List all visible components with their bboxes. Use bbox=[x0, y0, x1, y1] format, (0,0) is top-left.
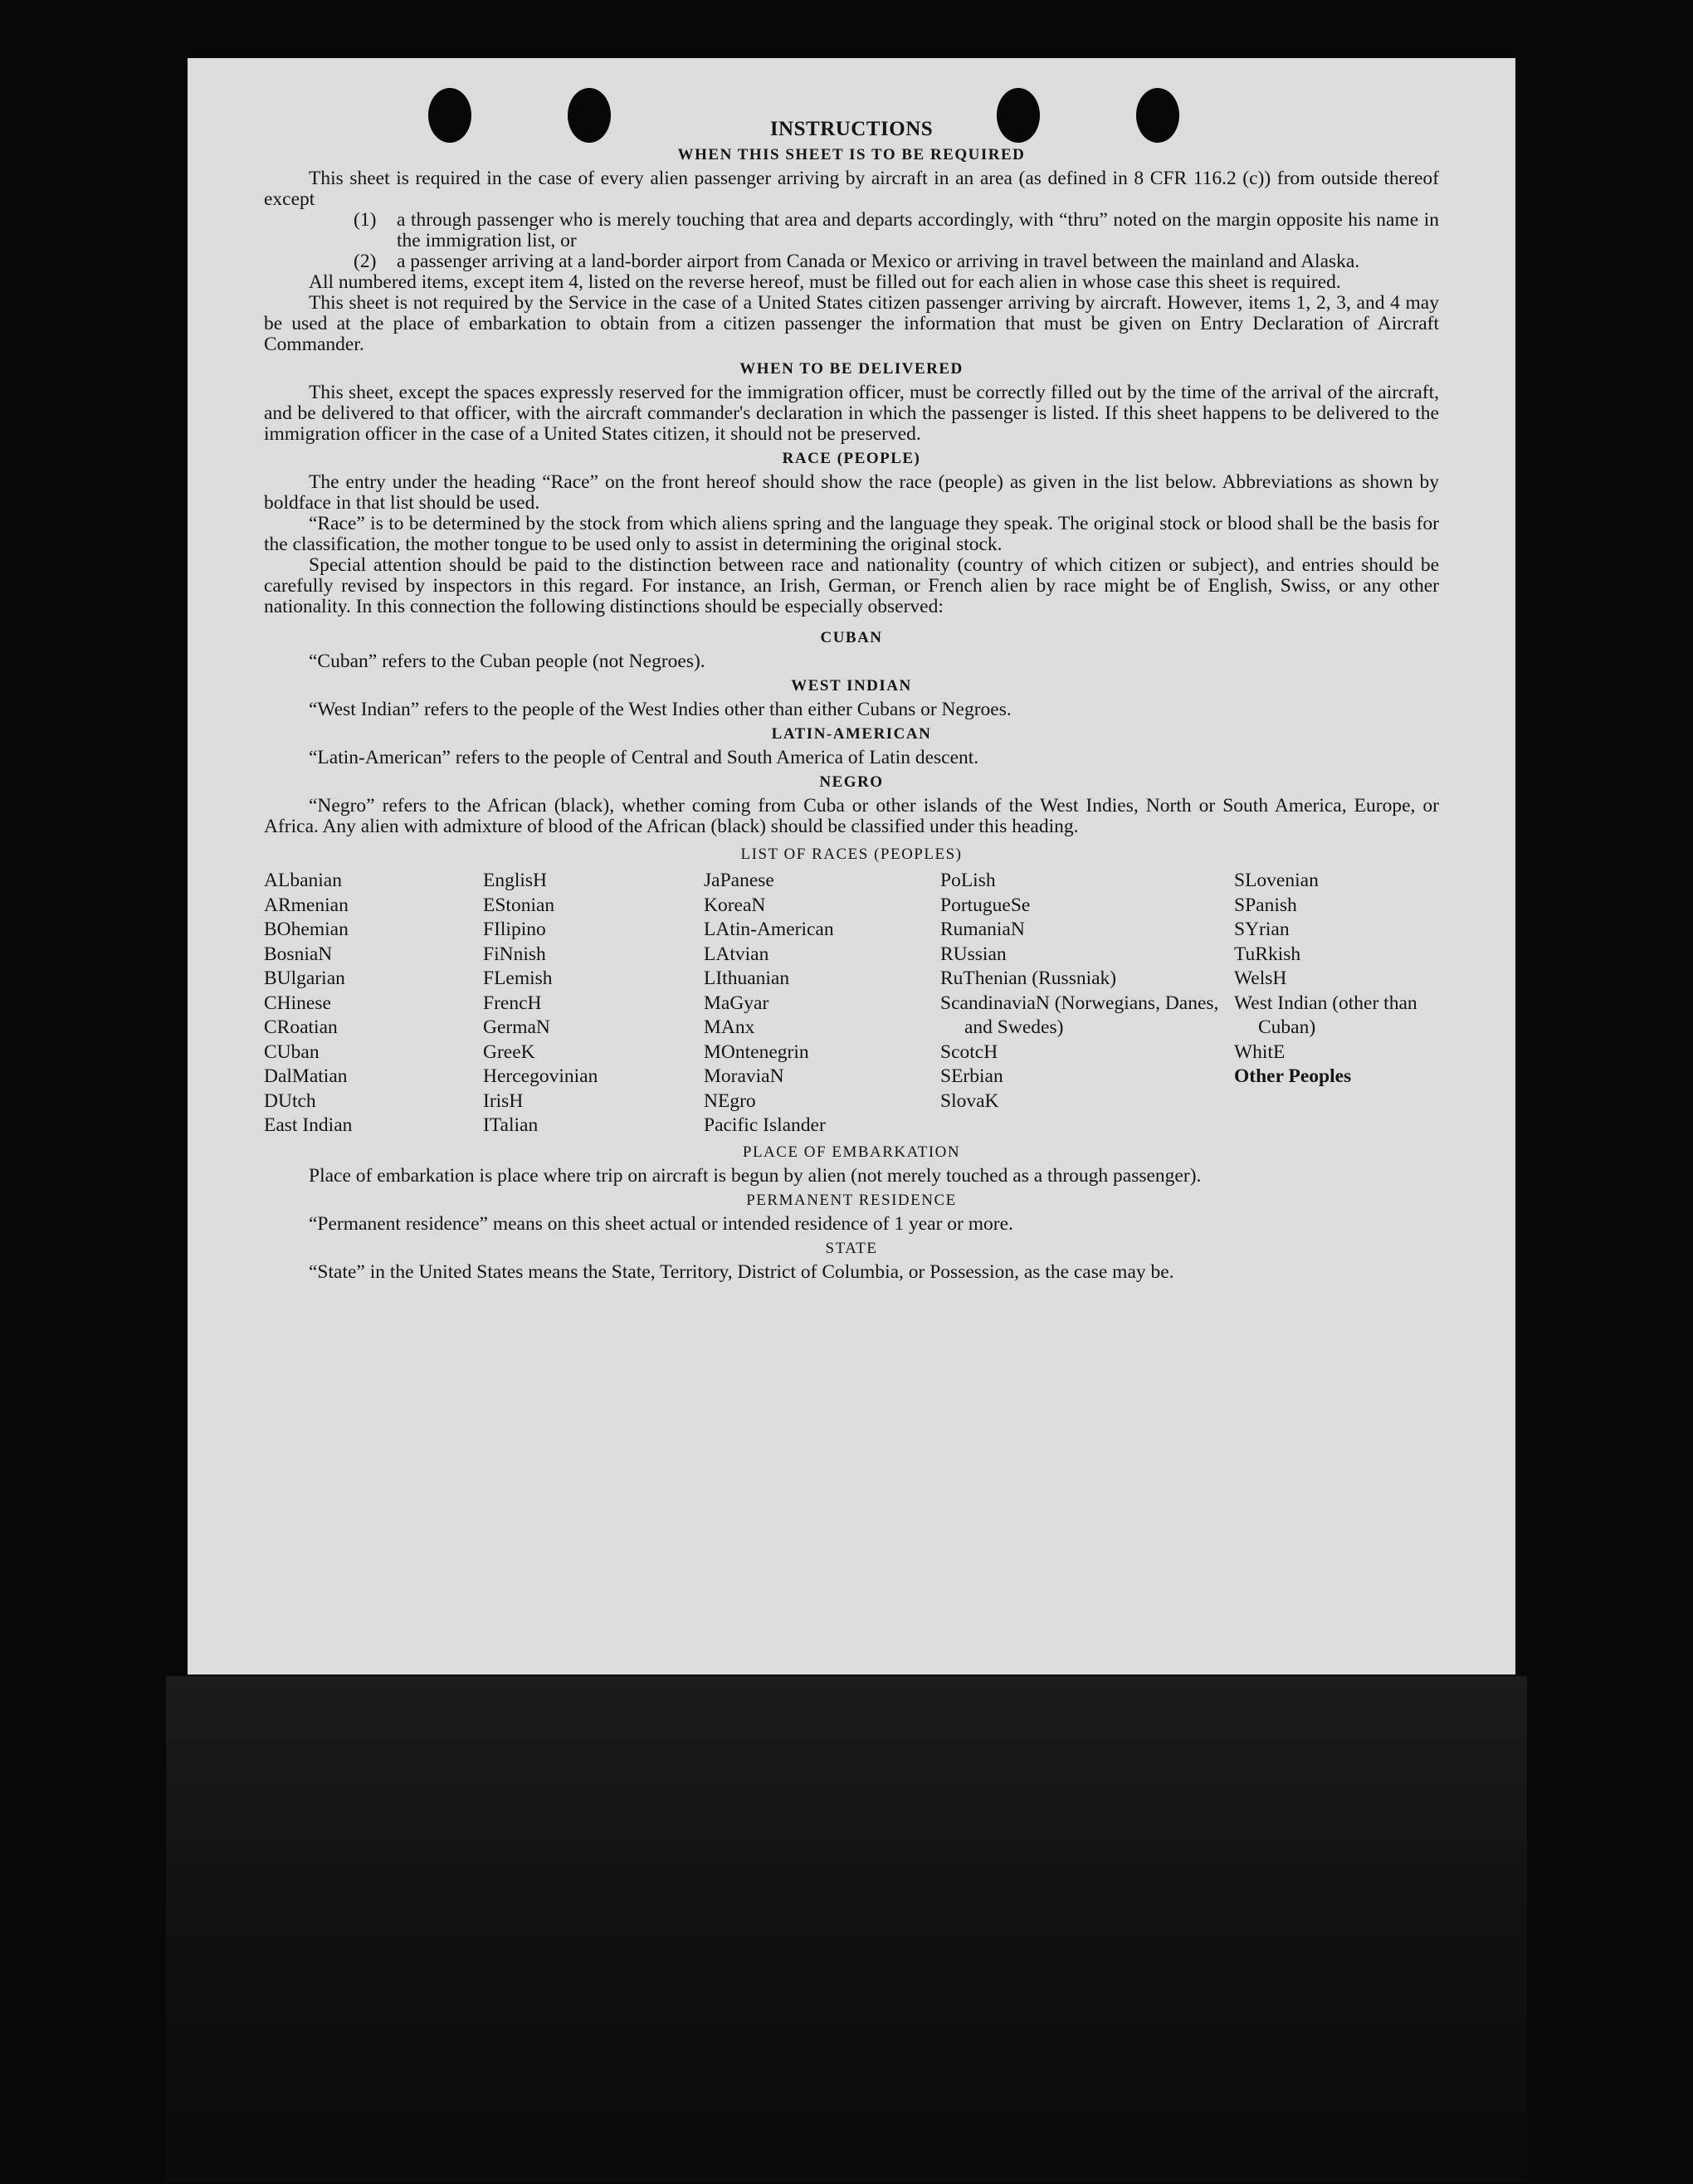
race-entry: PortugueSe bbox=[940, 894, 1031, 916]
residence-paragraph: “Permanent residence” means on this sheet actual or intended residence of 1 year or more. bbox=[309, 1212, 1013, 1235]
race-entry: West Indian (other than Cuban) bbox=[1234, 992, 1417, 1038]
punch-hole bbox=[997, 88, 1040, 143]
race-entry: FLemish bbox=[483, 968, 553, 989]
item-number: (2) bbox=[354, 251, 377, 272]
race-entry: BOhemian bbox=[264, 919, 349, 940]
race-entry: IrisH bbox=[483, 1090, 524, 1112]
race-entry: ITalian bbox=[483, 1114, 539, 1136]
race-entry: EStonian bbox=[483, 894, 555, 916]
races-column bbox=[704, 869, 940, 1138]
race-entry: Other Peoples bbox=[1234, 1065, 1352, 1087]
race-entry: EnglisH bbox=[483, 870, 548, 891]
race-entry: DalMatian bbox=[264, 1065, 348, 1087]
race-entry: SlovaK bbox=[940, 1090, 999, 1112]
race-entry: LAtvian bbox=[704, 943, 769, 965]
page-title: INSTRUCTIONS bbox=[769, 118, 934, 140]
race-entry: FiNnish bbox=[483, 943, 546, 965]
instruction-sheet bbox=[188, 58, 1515, 1675]
section-heading-latin-american: LATIN-AMERICAN bbox=[771, 725, 932, 743]
race-entry: Pacific Islander bbox=[704, 1114, 826, 1136]
list-of-races-heading: LIST OF RACES (PEOPLES) bbox=[740, 846, 963, 863]
race-entry: LIthuanian bbox=[704, 968, 790, 989]
punch-hole bbox=[1136, 88, 1179, 143]
race-paragraph: The entry under the heading “Race” on the front hereof should show the race (people) as given in the list below. Abbreviations as shown by boldface in that list should be used. bbox=[264, 471, 1439, 514]
punch-hole bbox=[568, 88, 611, 143]
race-entry: CHinese bbox=[264, 992, 331, 1014]
race-entry: Hercegovinian bbox=[483, 1065, 598, 1087]
race-entry: ARmenian bbox=[264, 894, 349, 916]
section-heading-residence: PERMANENT RESIDENCE bbox=[746, 1191, 957, 1209]
race-entry: FIlipino bbox=[483, 919, 546, 940]
required-paragraph: This sheet is required in the case of every alien passenger arriving by aircraft in an area (as defined in 8 CFR 116.2 (c)) from outside thereof except bbox=[264, 168, 1439, 210]
section-heading-race: RACE (PEOPLE) bbox=[782, 450, 921, 467]
race-entry: RuThenian (Russniak) bbox=[940, 968, 1117, 989]
section-heading-embarkation: PLACE OF EMBARKATION bbox=[742, 1143, 961, 1161]
latin-american-paragraph: “Latin-American” refers to the people of Central and South America of Latin descent. bbox=[309, 747, 979, 768]
section-heading-required: WHEN THIS SHEET IS TO BE REQUIRED bbox=[677, 146, 1026, 163]
race-entry: BUlgarian bbox=[264, 968, 345, 989]
cuban-paragraph: “Cuban” refers to the Cuban people (not Negroes). bbox=[309, 651, 705, 672]
race-entry: BosniaN bbox=[264, 943, 333, 965]
race-entry: DUtch bbox=[264, 1090, 316, 1112]
race-entry: KoreaN bbox=[704, 894, 766, 916]
race-entry: CUban bbox=[264, 1041, 320, 1063]
section-heading-state: STATE bbox=[825, 1239, 878, 1257]
race-paragraph: Special attention should be paid to the distinction between race and nationality (country of which citizen or subject), and entries should be carefully revised by inspectors in this regard. For instance, an Irish, German, or French alien by race might be of English, Swiss, or any other nationality. In this connection the following distinctions should be especially observed: bbox=[264, 554, 1439, 617]
west-indian-paragraph: “West Indian” refers to the people of the West Indies other than either Cubans or Negroes. bbox=[309, 699, 1012, 720]
section-heading-west-indian: WEST INDIAN bbox=[791, 677, 912, 695]
race-entry: SYrian bbox=[1234, 919, 1290, 940]
races-column bbox=[264, 869, 483, 1138]
punch-hole bbox=[428, 88, 471, 143]
required-paragraph: All numbered items, except item 4, listed on the reverse hereof, must be filled out for each alien in whose case this sheet is required. bbox=[309, 271, 1341, 293]
required-paragraph: This sheet is not required by the Service in the case of a United States citizen passenger arriving by aircraft. However, items 1, 2, 3, and 4 may be used at the place of embarkation to obtain from a citizen passenger the information that must be given on Entry Declaration of Aircraft Commander. bbox=[264, 292, 1439, 355]
race-entry: JaPanese bbox=[704, 870, 774, 891]
race-entry: MaGyar bbox=[704, 992, 769, 1014]
negro-paragraph: “Negro” refers to the African (black), whether coming from Cuba or other islands of the West Indies, North or South America, Europe, or Africa. Any alien with admixture of blood of the African (black) should be classified under this heading. bbox=[264, 795, 1439, 837]
section-heading-negro: NEGRO bbox=[819, 773, 884, 791]
exception-item bbox=[354, 210, 1439, 251]
race-entry: ScotcH bbox=[940, 1041, 998, 1063]
delivered-paragraph: This sheet, except the spaces expressly reserved for the immigration officer, must be correctly filled out by the time of the arrival of the aircraft, and be delivered to that officer, with the aircraft commander's declaration in which the passenger is listed. If this sheet happens to be delivered to the immigration officer in the case of a United States citizen, it should not be preserved. bbox=[264, 382, 1439, 445]
race-entry: SErbian bbox=[940, 1065, 1003, 1087]
race-entry: PoLish bbox=[940, 870, 996, 891]
backing-board-shadow bbox=[166, 1676, 1527, 2182]
race-entry: GermaN bbox=[483, 1016, 550, 1038]
race-entry: WhitE bbox=[1234, 1041, 1286, 1063]
race-entry: WelsH bbox=[1234, 968, 1287, 989]
races-list bbox=[264, 869, 1439, 1138]
races-column bbox=[940, 869, 1234, 1138]
race-entry: East Indian bbox=[264, 1114, 353, 1136]
race-entry: TuRkish bbox=[1234, 943, 1301, 965]
exception-item bbox=[354, 251, 1439, 272]
item-number: (1) bbox=[354, 209, 377, 231]
state-paragraph: “State” in the United States means the State, Territory, District of Columbia, or Possession, as the case may be. bbox=[309, 1260, 1174, 1283]
race-entry: MOntenegrin bbox=[704, 1041, 809, 1063]
race-entry: SLovenian bbox=[1234, 870, 1319, 891]
race-entry: NEgro bbox=[704, 1090, 756, 1112]
race-entry: SPanish bbox=[1234, 894, 1297, 916]
race-entry: GreeK bbox=[483, 1041, 535, 1063]
embarkation-paragraph: Place of embarkation is place where trip on aircraft is begun by alien (not merely touched as a through passenger). bbox=[309, 1164, 1202, 1187]
race-entry: ALbanian bbox=[264, 870, 342, 891]
race-entry: MAnx bbox=[704, 1016, 755, 1038]
race-entry: MoraviaN bbox=[704, 1065, 784, 1087]
item-text: a passenger arriving at a land-border airport from Canada or Mexico or arriving in travel between the mainland and Alaska. bbox=[397, 251, 1360, 272]
section-heading-delivered: WHEN TO BE DELIVERED bbox=[739, 360, 964, 378]
races-column bbox=[483, 869, 704, 1138]
section-heading-cuban: CUBAN bbox=[820, 629, 883, 646]
race-entry: RumaniaN bbox=[940, 919, 1025, 940]
race-entry: ScandinaviaN (Norwegians, Danes, and Swedes) bbox=[940, 992, 1219, 1038]
race-entry: FrencH bbox=[483, 992, 542, 1014]
item-text: a through passenger who is merely touching that area and departs accordingly, with “thru” noted on the margin opposite his name in the immigration list, or bbox=[397, 209, 1439, 251]
races-column bbox=[1234, 869, 1450, 1138]
race-entry: RUssian bbox=[940, 943, 1007, 965]
race-paragraph: “Race” is to be determined by the stock from which aliens spring and the language they speak. The original stock or blood shall be the basis for the classification, the mother tongue to be used only to assist in determining the original stock. bbox=[264, 513, 1439, 555]
race-entry: CRoatian bbox=[264, 1016, 338, 1038]
race-entry: LAtin-American bbox=[704, 919, 834, 940]
